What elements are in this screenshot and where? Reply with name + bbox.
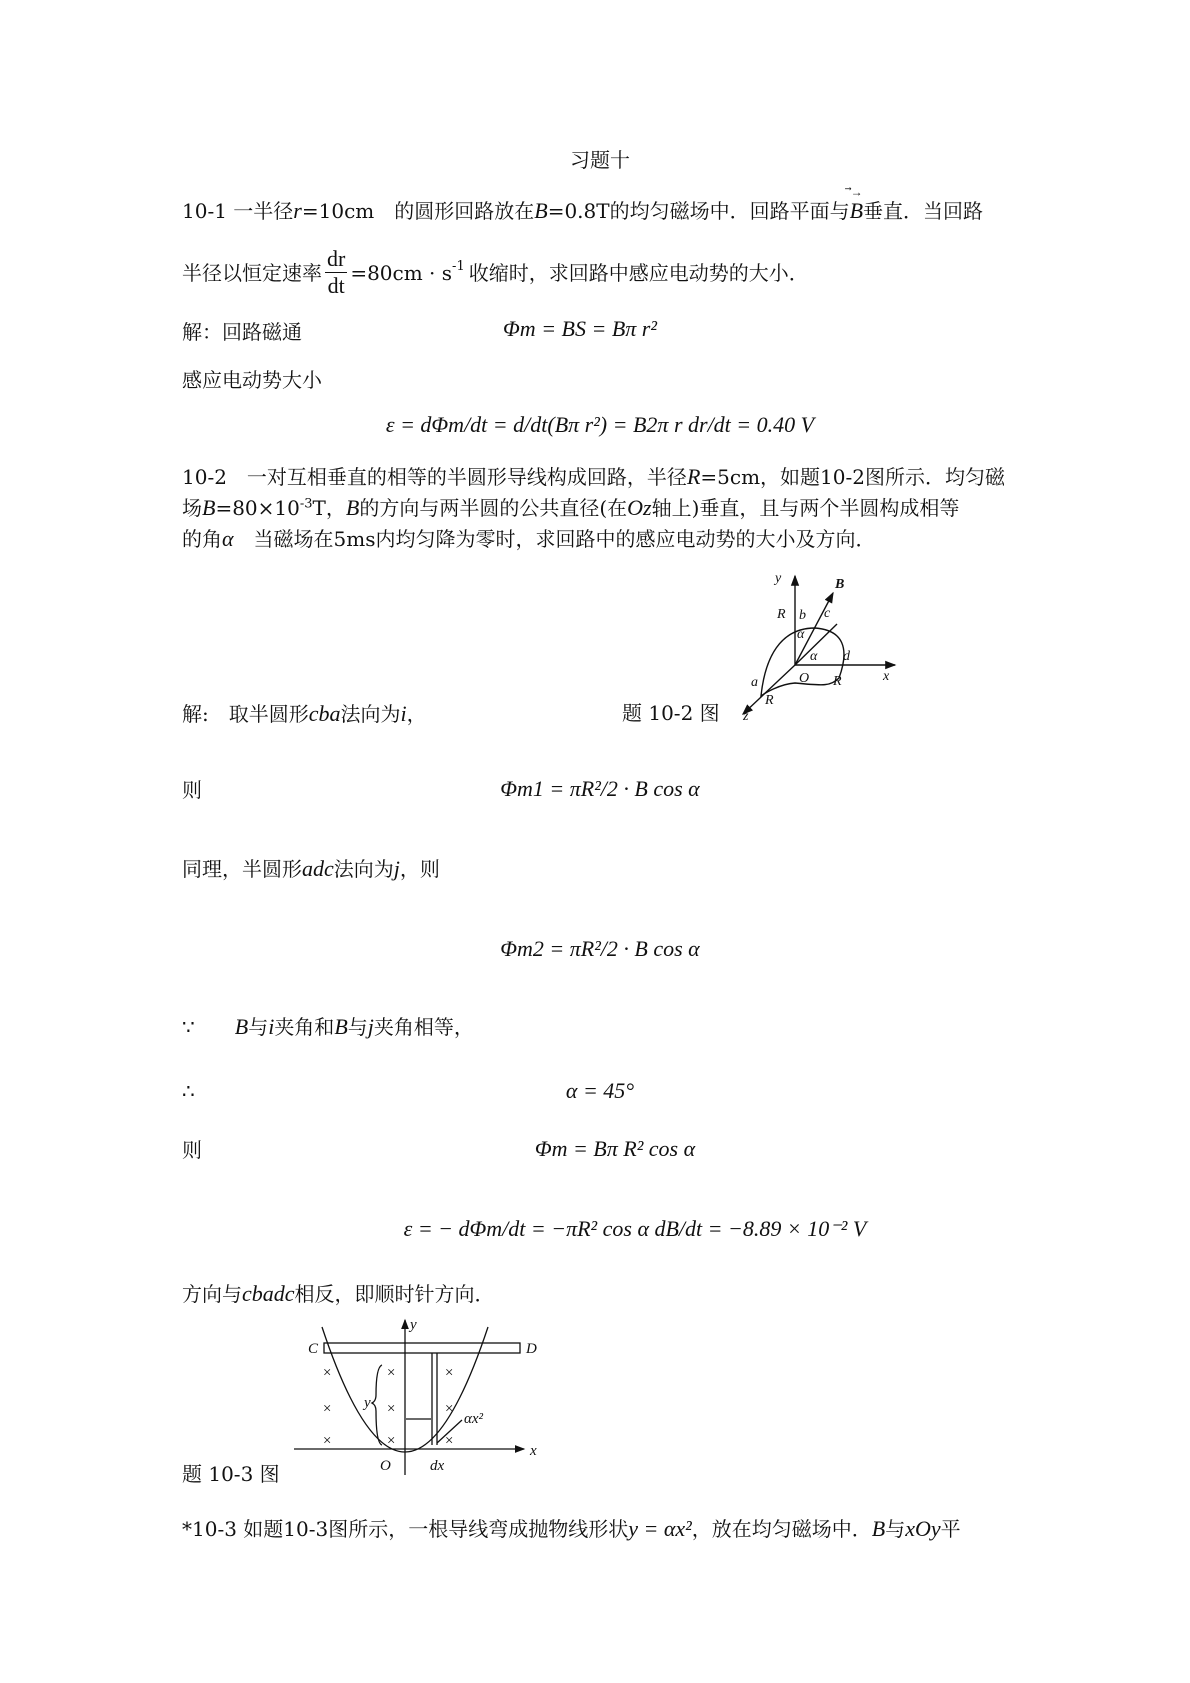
flux-m2-equation: Φm2 = πR²/2 · B cos α [500,936,700,961]
figure-10-2-caption: 题 10-2 图 [622,701,720,725]
solution-10-2-line2: 同理，半圆形adc法向为j，则 [182,856,440,881]
svg-text:×: × [322,1365,333,1381]
problem-10-3-line1: *10-3 如题10-3图所示，一根导线弯成抛物线形状y = αx²，放在均匀磁场中．B与xOy平 [182,1516,961,1541]
svg-text:D: D [526,1341,537,1357]
svg-text:×: × [444,1365,455,1381]
svg-text:×: × [444,1433,455,1449]
solution-label: 解：回路磁通 [182,320,302,344]
svg-text:y: y [410,1317,417,1333]
page-title: 习题十 [570,148,630,172]
svg-text:a: a [751,675,758,690]
svg-text:O: O [380,1458,391,1474]
svg-text:×: × [386,1433,397,1449]
svg-text:αx²: αx² [464,1411,484,1427]
svg-text:x: x [530,1443,537,1459]
direction-line: 方向与cbadc相反，即顺时针方向． [182,1281,495,1306]
then-label: 则 [182,778,202,802]
svg-text:×: × [444,1401,455,1417]
emf-label: 感应电动势大小 [182,368,322,392]
problem-10-2-line3: 的角α 当磁场在5ms内均匀降为零时，求回路中的感应电动势的大小及方向． [182,526,876,551]
svg-text:×: × [322,1433,333,1449]
svg-text:R: R [777,607,786,622]
svg-text:α: α [797,627,805,642]
svg-text:y: y [364,1395,371,1411]
svg-text:α: α [810,649,818,664]
emf-equation: ε = dΦm/dt = d/dt(Bπ r²) = B2π r dr/dt = 0.40 V [385,412,815,437]
svg-text:R: R [765,693,774,708]
svg-text:B: B [835,577,845,592]
figure-10-3-caption: 题 10-3 图 [182,1462,280,1486]
svg-text:C: C [308,1341,319,1357]
svg-text:b: b [799,608,806,623]
svg-text:y: y [775,571,782,586]
because-line: ∵ B与i夹角和B与j夹角相等， [182,1014,474,1039]
flux-m1-equation: Φm1 = πR²/2 · B cos α [500,776,700,801]
flux-equation: Φm = BS = Bπ r² [503,316,657,341]
svg-text:×: × [386,1401,397,1417]
problem-10-2-line2: 场$B=80\times 10^{-3}T$，B的方向与两半圆的公共直径(在Oz轴上)垂直，且与两个半圆构成相等 [182,495,960,520]
alpha-equation: α = 45° [565,1078,635,1103]
problem-10-1-line1: 10-1 一半径r=10cm 的圆形回路放在B=0.8T的均匀磁场中．回路平面与B → 垂直．当回路 [182,185,984,223]
svg-text:R: R [833,674,842,689]
svg-text:c: c [824,606,831,621]
problem-10-1-line2: 半径以恒定速率 $\frac{dr}{dt}$ =80cm · s $^{-1}$ 收缩时，求回路中感应电动势的大小． [182,246,809,298]
then-label-2: 则 [182,1138,202,1162]
problem-10-2-line1: 10-2 一对互相垂直的相等的半圆形导线构成回路，半径R=5cm，如题10-2图所示．均匀磁 [182,464,1005,489]
svg-text:×: × [322,1401,333,1417]
flux-total-equation: Φm = Bπ R² cos α [534,1136,696,1161]
svg-text:dx: dx [430,1458,445,1474]
svg-text:O: O [799,671,810,686]
figure-10-2 [735,568,905,723]
solution-10-2-line1: 解: 取半圆形cba法向为i， [182,701,427,726]
emf-result-equation: ε = − dΦm/dt = −πR² cos α dB/dt = −8.89 × 10⁻² V [403,1216,867,1241]
svg-text:z: z [743,709,749,723]
therefore-symbol: ∴ [182,1079,195,1103]
figure-10-3 [292,1315,552,1480]
svg-text:×: × [386,1365,397,1381]
svg-text:d: d [843,649,850,664]
svg-text:x: x [883,669,890,684]
